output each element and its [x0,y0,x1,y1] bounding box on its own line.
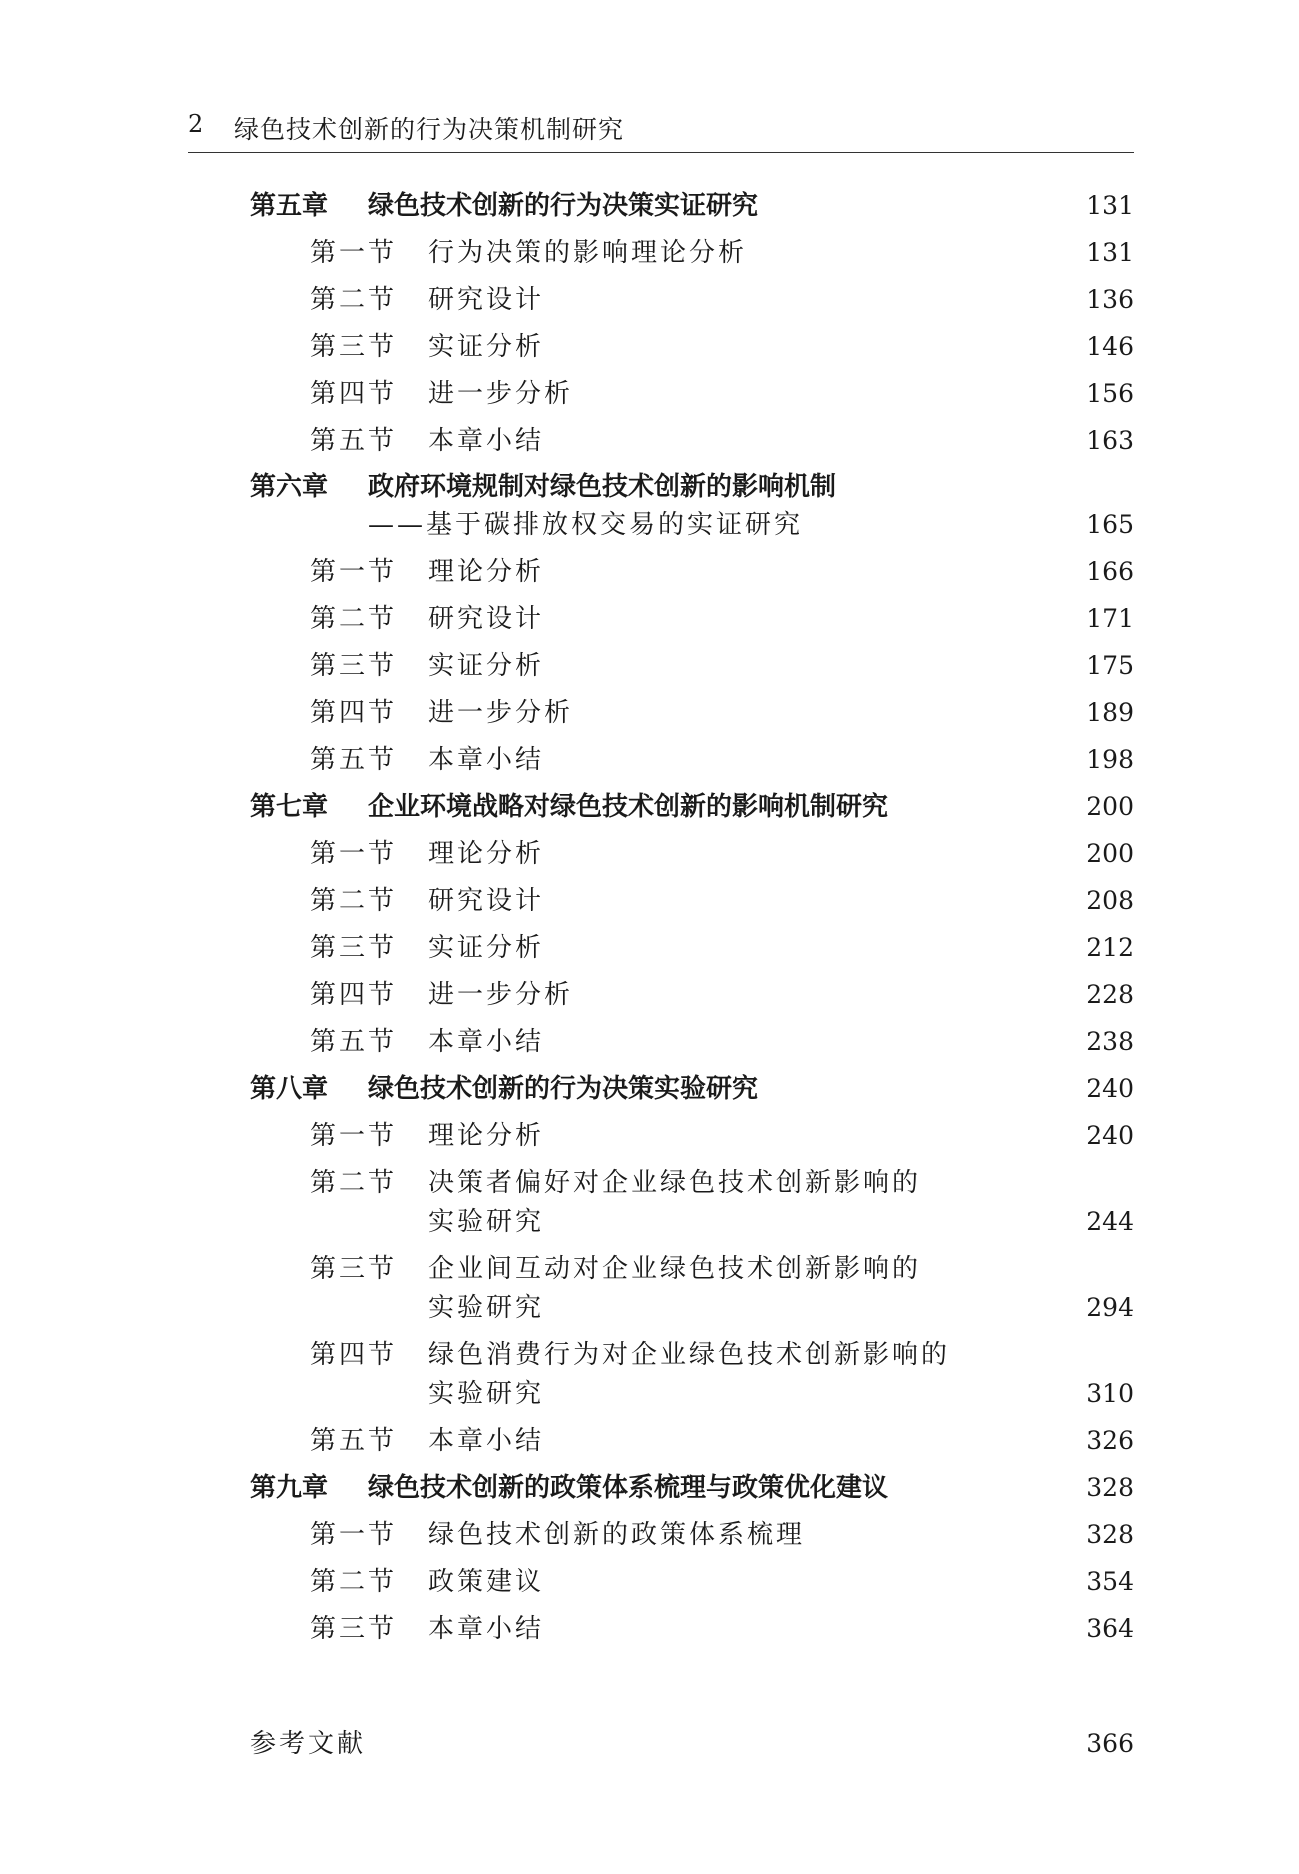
toc-page-number: 200 [1086,839,1134,868]
dot-leader [554,280,1078,320]
toc-entry-label [310,552,544,592]
toc-entry-title: 绿色技术创新的政策体系梳理 [428,1520,806,1550]
toc-entry-title: 绿色技术创新的行为决策实证研究 [368,191,759,221]
dot-leader [554,1562,1078,1602]
toc-entry[interactable] [310,374,1134,414]
toc-entry[interactable] [310,1562,1134,1602]
toc-entry-label [250,787,888,827]
toc-entry-label [310,693,573,733]
toc-entry[interactable] [310,881,1134,921]
toc-page-number: 240 [1086,1121,1134,1150]
section-number: 第一节 [310,238,398,268]
toc-page-number: 166 [1086,557,1134,586]
toc-page-number: 354 [1086,1567,1134,1596]
toc-entry-label [310,928,544,968]
toc-entry-label [310,374,573,414]
toc-entry-title: 进一步分析 [428,379,574,409]
toc-entry-title: 本章小结 [428,1614,545,1644]
toc-entry[interactable] [250,1069,1134,1109]
section-number: 第三节 [310,651,398,681]
dot-leader [768,1069,1078,1109]
toc-entry[interactable] [428,1288,1134,1328]
section-number: 第二节 [310,285,398,315]
toc-entry[interactable] [310,280,1134,320]
toc-entry-title: 实验研究 [428,1207,545,1237]
toc-entry-title: 实证分析 [428,651,545,681]
toc-page-number: 175 [1086,651,1134,680]
toc-entry-label [310,1335,950,1375]
toc-page-number: 228 [1086,980,1134,1009]
dot-leader [554,834,1078,874]
dot-leader [815,1515,1078,1555]
toc-entry-label [428,1202,544,1242]
chapter-number: 第六章 [250,472,329,502]
toc-page-number: 200 [1086,792,1134,821]
toc-entry[interactable] [310,1022,1134,1062]
dot-leader [554,646,1078,686]
section-number: 第三节 [310,332,398,362]
toc-page-number: 212 [1086,933,1134,962]
toc-entry-label [310,646,544,686]
dot-leader [554,552,1078,592]
toc-page-number: 294 [1086,1293,1134,1322]
toc-entry-label [310,1116,544,1156]
toc-entry-title: 本章小结 [428,745,545,775]
chapter-number: 第九章 [250,1473,329,1503]
dot-leader [554,599,1078,639]
toc-page-number: 326 [1086,1426,1134,1455]
dot-leader [554,928,1078,968]
toc-entry-title: 绿色消费行为对企业绿色技术创新影响的 [428,1340,951,1370]
toc-entry-title: 本章小结 [428,1027,545,1057]
toc-entry-label [310,1515,805,1555]
toc-entry-title: 绿色技术创新的行为决策实验研究 [368,1074,759,1104]
chapter-number: 第五章 [250,191,329,221]
toc-entry[interactable] [310,1609,1134,1649]
section-number: 第三节 [310,933,398,963]
toc-page-number: 328 [1086,1520,1134,1549]
toc-entry-title: 参考文献 [250,1729,367,1759]
toc-page-number: 366 [1086,1729,1134,1758]
section-number: 第四节 [310,1340,398,1370]
section-number: 第五节 [310,426,398,456]
toc-page-number: 156 [1086,379,1134,408]
dot-leader [898,787,1078,827]
dot-leader [583,374,1078,414]
toc-entry-label [428,1374,544,1414]
section-number: 第一节 [310,1520,398,1550]
dot-leader [376,1724,1078,1764]
toc-entry-title: 本章小结 [428,426,545,456]
section-number: 第二节 [310,1567,398,1597]
toc-entry[interactable] [310,233,1134,273]
toc-page-number: 240 [1086,1074,1134,1103]
toc-entry-label [428,1288,544,1328]
toc-entry[interactable] [368,505,1134,545]
toc-page-number: 208 [1086,886,1134,915]
toc-page-number: 189 [1086,698,1134,727]
toc-entry-title: 实证分析 [428,933,545,963]
toc-entry[interactable] [250,467,1134,507]
toc-entry-title: 研究设计 [428,886,545,916]
dot-leader [554,1374,1078,1414]
toc-page-number: 146 [1086,332,1134,361]
dot-leader [554,327,1078,367]
section-number: 第二节 [310,886,398,916]
toc-entry-label [310,975,573,1015]
toc-entry[interactable] [310,975,1134,1015]
toc-page-number: 238 [1086,1027,1134,1056]
toc-entry-title: 进一步分析 [428,698,574,728]
header-book-title: 绿色技术创新的行为决策机制研究 [234,115,625,144]
section-number: 第一节 [310,557,398,587]
toc-entry-label [310,1421,544,1461]
toc-entry[interactable] [250,787,1134,827]
toc-entry[interactable] [310,1515,1134,1555]
toc-entry-label [310,740,544,780]
toc-entry-title: 行为决策的影响理论分析 [428,238,748,268]
toc-entry[interactable] [310,327,1134,367]
toc-entry-title: 政府环境规制对绿色技术创新的影响机制 [368,472,837,502]
toc-entry-label [310,1609,544,1649]
section-number: 第一节 [310,839,398,869]
toc-entry-title: ——基于碳排放权交易的实证研究 [368,510,804,540]
section-number: 第三节 [310,1254,398,1284]
toc-entry[interactable] [310,740,1134,780]
dot-leader [554,1288,1078,1328]
toc-page-number: 244 [1086,1207,1134,1236]
dot-leader [898,1468,1078,1508]
toc-entry-label [250,186,758,226]
section-number: 第四节 [310,379,398,409]
toc-entry-label [250,1724,366,1764]
dot-leader [757,233,1078,273]
toc-entry-label [368,505,803,545]
dot-leader [583,975,1078,1015]
chapter-number: 第七章 [250,792,329,822]
toc-entry[interactable] [310,693,1134,733]
section-number: 第四节 [310,980,398,1010]
toc-entry[interactable] [428,1202,1134,1242]
toc-entry-label [310,599,544,639]
dot-leader [813,505,1078,545]
section-number: 第二节 [310,1168,398,1198]
toc-entry[interactable] [250,1468,1134,1508]
toc-page-number: 163 [1086,426,1134,455]
dot-leader [554,1022,1078,1062]
section-number: 第一节 [310,1121,398,1151]
toc-entry[interactable] [310,421,1134,461]
toc-entry-title: 实验研究 [428,1379,545,1409]
toc-entry[interactable] [310,552,1134,592]
dot-leader [554,421,1078,461]
toc-entry-label [310,834,544,874]
dot-leader [554,1116,1078,1156]
toc-entry[interactable] [310,1116,1134,1156]
toc-entry-title: 绿色技术创新的政策体系梳理与政策优化建议 [368,1473,889,1503]
toc-entry-label [310,421,544,461]
toc-entry[interactable] [310,928,1134,968]
toc-page-number: 310 [1086,1379,1134,1408]
toc-entry-title: 理论分析 [428,557,545,587]
toc-entry[interactable] [310,1163,1134,1203]
section-number: 第五节 [310,1027,398,1057]
toc-entry[interactable] [250,186,1134,226]
header-page-number: 2 [188,110,204,138]
toc-entry[interactable] [310,599,1134,639]
section-number: 第二节 [310,604,398,634]
toc-entry[interactable] [310,646,1134,686]
toc-entry-label [310,233,747,273]
toc-page-number: 171 [1086,604,1134,633]
dot-leader [554,1421,1078,1461]
dot-leader [554,881,1078,921]
toc-entry-title: 本章小结 [428,1426,545,1456]
toc-entry-label [310,327,544,367]
dot-leader [554,740,1078,780]
toc-entry-title: 企业间互动对企业绿色技术创新影响的 [428,1254,922,1284]
toc-entry-title: 进一步分析 [428,980,574,1010]
toc-entry-title: 研究设计 [428,604,545,634]
section-number: 第四节 [310,698,398,728]
toc-page-number: 198 [1086,745,1134,774]
toc-entry[interactable] [310,834,1134,874]
toc-page-number: 328 [1086,1473,1134,1502]
toc-entry-title: 决策者偏好对企业绿色技术创新影响的 [428,1168,922,1198]
toc-page-number: 131 [1086,191,1134,220]
toc-entry-title: 理论分析 [428,1121,545,1151]
dot-leader [554,1609,1078,1649]
toc-entry-label [250,1069,758,1109]
dot-leader [583,693,1078,733]
dot-leader [768,186,1078,226]
toc-entry-label [310,1562,544,1602]
toc-page-number: 131 [1086,238,1134,267]
toc-entry-label [310,280,544,320]
chapter-number: 第八章 [250,1074,329,1104]
dot-leader [554,1202,1078,1242]
toc-page-number: 364 [1086,1614,1134,1643]
toc-page-number: 165 [1086,510,1134,539]
toc-entry-title: 研究设计 [428,285,545,315]
toc-entry-label [250,1468,888,1508]
section-number: 第三节 [310,1614,398,1644]
toc-entry-title: 实验研究 [428,1293,545,1323]
toc-entry-title: 政策建议 [428,1567,545,1597]
section-number: 第五节 [310,1426,398,1456]
toc-entry-title: 企业环境战略对绿色技术创新的影响机制研究 [368,792,889,822]
toc-entry[interactable] [310,1249,1134,1289]
toc-entry[interactable] [310,1335,1134,1375]
toc-entry[interactable] [310,1421,1134,1461]
toc-entry-title: 实证分析 [428,332,545,362]
toc-entry-label [310,1249,921,1289]
toc-entry[interactable] [250,1724,1134,1764]
toc-entry-title: 理论分析 [428,839,545,869]
toc-entry[interactable] [428,1374,1134,1414]
toc-entry-label [310,1022,544,1062]
toc-entry-label [250,467,836,507]
toc-page-number: 136 [1086,285,1134,314]
section-number: 第五节 [310,745,398,775]
toc-entry-label [310,881,544,921]
toc-entry-label [310,1163,921,1203]
